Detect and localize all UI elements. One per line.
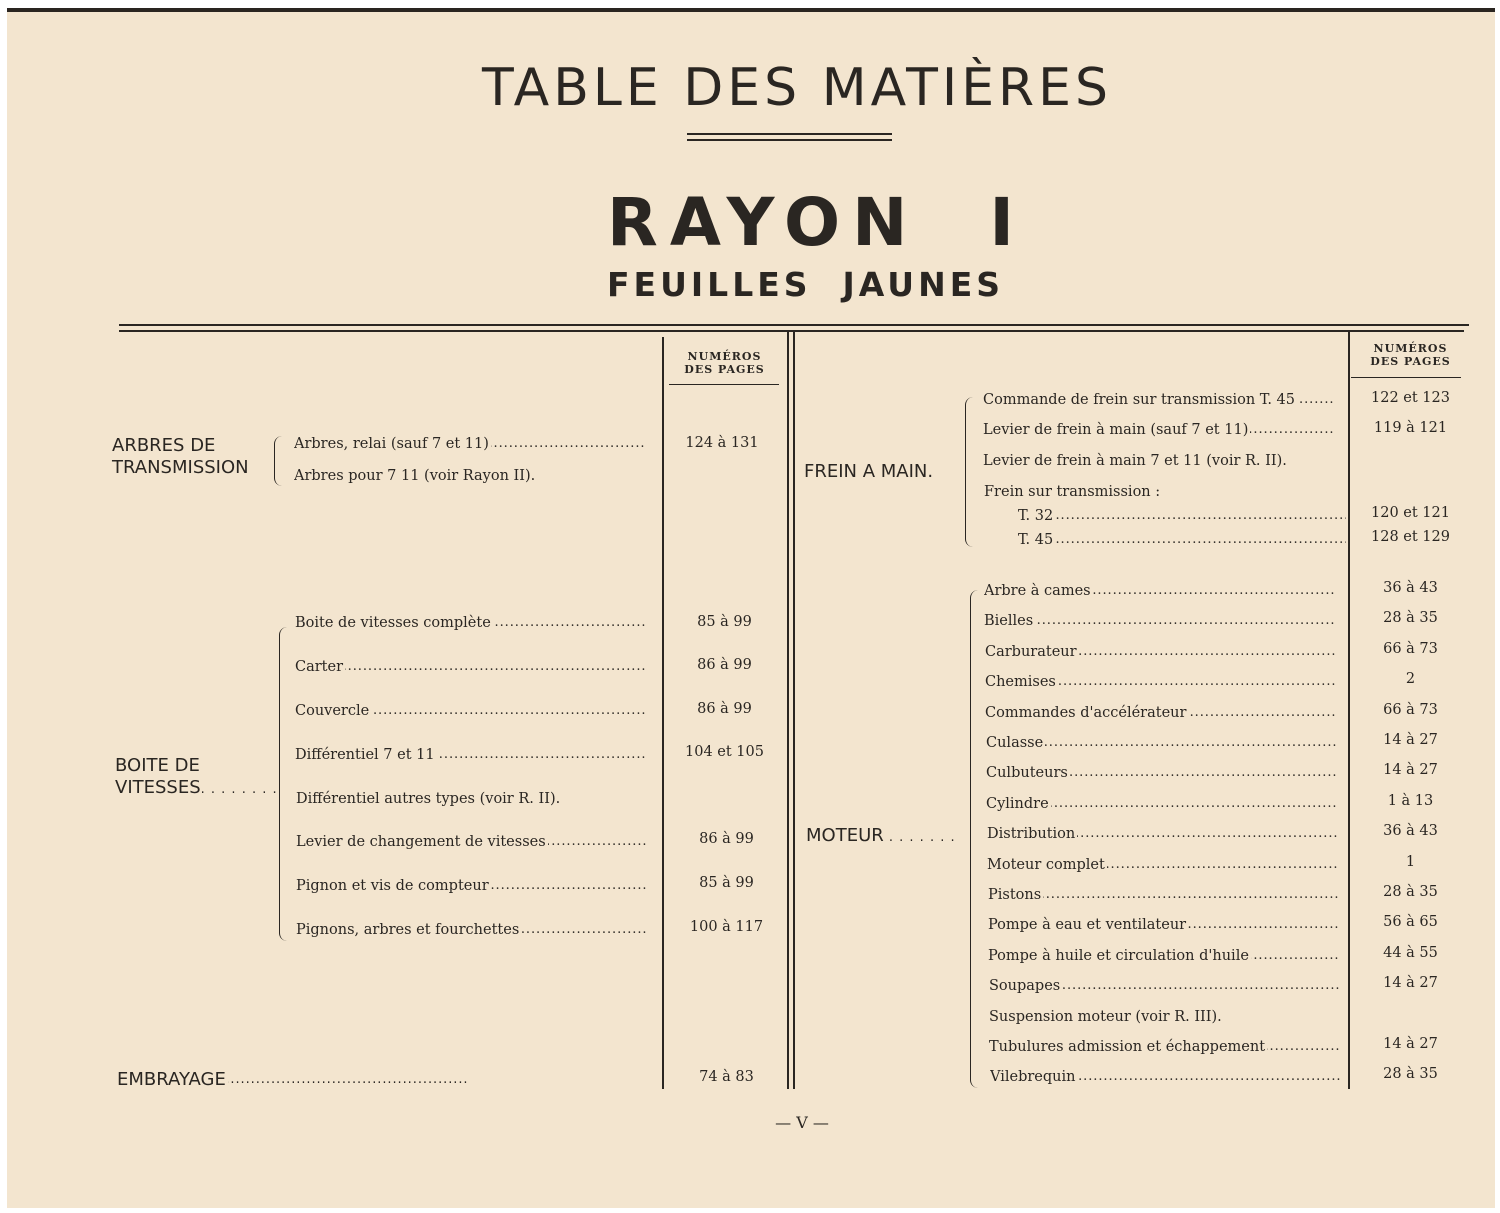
entry-label: Suspension moteur (voir R. III). <box>989 1009 1222 1025</box>
entry-label: Culbuteurs <box>986 765 1068 781</box>
entry-label: T. 45 <box>1018 532 1054 548</box>
toc-entry <box>1018 530 1346 550</box>
toc-entry <box>989 1007 1346 1027</box>
toc-entry <box>294 466 659 486</box>
section-brace <box>279 627 288 941</box>
toc-entry <box>983 390 1345 410</box>
right-column-header-rule <box>1351 377 1461 378</box>
entry-pages: 44 à 55 <box>1383 945 1438 961</box>
toc-entry <box>985 672 1346 692</box>
toc-entry <box>296 876 661 896</box>
document-page <box>7 8 1495 1208</box>
entry-pages: 128 et 129 <box>1371 529 1450 545</box>
entry-label: Tubulures admission et échappement <box>989 1039 1266 1055</box>
toc-entry <box>295 701 660 721</box>
entry-label: Cylindre <box>986 796 1049 812</box>
toc-entry <box>295 657 660 677</box>
column-header-line2: DES PAGES <box>1370 355 1451 368</box>
toc-entry <box>988 946 1346 966</box>
section-title-line2: TRANSMISSION <box>112 457 249 478</box>
entry-pages: 28 à 35 <box>1383 1066 1438 1082</box>
title-underline-bottom <box>687 139 892 141</box>
toc-entry <box>1018 506 1346 526</box>
entry-pages: 104 et 105 <box>685 744 764 760</box>
entry-label: Moteur complet <box>987 857 1105 873</box>
entry-pages: 86 à 99 <box>697 657 752 673</box>
entry-pages: 122 et 123 <box>1371 390 1450 406</box>
toc-entry <box>987 824 1346 844</box>
entry-label: Vilebrequin <box>990 1069 1076 1085</box>
entry-pages: 1 <box>1405 854 1416 870</box>
entry-pages: 85 à 99 <box>699 875 754 891</box>
toc-entry <box>986 763 1346 783</box>
toc-entry <box>984 581 1346 601</box>
toc-entry <box>987 855 1346 875</box>
left-pages-column-rule <box>662 337 664 1089</box>
toc-entry <box>985 642 1346 662</box>
entry-pages: 124 à 131 <box>685 435 759 451</box>
column-header-line2: DES PAGES <box>684 363 765 376</box>
entry-label: Pignons, arbres et fourchettes <box>296 922 520 938</box>
section-brace <box>965 397 974 547</box>
toc-entry <box>984 611 1346 631</box>
left-pages-column-header <box>662 350 787 376</box>
toc-entry <box>294 434 659 454</box>
entry-pages: 2 <box>1405 671 1416 687</box>
table-top-rule-2 <box>119 330 1464 332</box>
toc-entry <box>986 733 1346 753</box>
entry-pages: 36 à 43 <box>1383 823 1438 839</box>
section-boite-de-vitesses <box>115 755 278 801</box>
center-divider-rule-2 <box>793 332 795 1089</box>
section-title-text: VITESSES <box>115 777 201 798</box>
toc-entry <box>983 451 1345 471</box>
page-title: TABLE DES MATIÈRES <box>481 58 1113 118</box>
entry-label: Boite de vitesses complète <box>295 615 491 631</box>
entry-pages: 56 à 65 <box>1383 914 1438 930</box>
toc-entry <box>988 915 1346 935</box>
right-pages-column-rule <box>1348 330 1350 1089</box>
entry-label: Différentiel 7 et 11 <box>295 747 435 763</box>
entry-label: Carburateur <box>985 644 1077 660</box>
entry-label: Distribution <box>987 826 1076 842</box>
toc-entry <box>295 745 660 765</box>
toc-entry <box>989 976 1346 996</box>
entry-label: Levier de changement de vitesses <box>296 834 546 850</box>
entry-pages: 28 à 35 <box>1383 610 1438 626</box>
section-title: MOTEUR <box>806 825 884 846</box>
rayon-subtitle: FEUILLES JAUNES <box>607 265 1005 304</box>
entry-label: Culasse <box>986 735 1044 751</box>
entry-label: Soupapes <box>989 978 1061 994</box>
section-moteur <box>806 825 956 849</box>
entry-label: Arbres, relai (sauf 7 et 11) <box>294 436 489 452</box>
entry-pages: 1 à 13 <box>1387 793 1434 809</box>
toc-entry <box>983 420 1345 440</box>
entry-pages: 36 à 43 <box>1383 580 1438 596</box>
center-divider-rule-1 <box>787 332 789 1089</box>
entry-pages: 86 à 99 <box>699 831 754 847</box>
entry-pages: 74 à 83 <box>699 1069 754 1085</box>
toc-entry <box>985 703 1346 723</box>
toc-entry <box>986 794 1346 814</box>
entry-pages: 86 à 99 <box>697 701 752 717</box>
entry-label: Chemises <box>985 674 1056 690</box>
entry-label: Couvercle <box>295 703 370 719</box>
entry-label: Pompe à huile et circulation d'huile <box>988 948 1249 964</box>
entry-label: Pompe à eau et ventilateur <box>988 917 1187 933</box>
section-title-line1: ARBRES DE <box>112 435 216 456</box>
right-pages-column-header <box>1348 342 1473 368</box>
entry-pages: 14 à 27 <box>1383 1036 1438 1052</box>
toc-entry <box>296 920 661 940</box>
entry-label: Arbre à cames <box>984 583 1091 599</box>
entry-pages: 14 à 27 <box>1383 975 1438 991</box>
toc-entry <box>988 885 1346 905</box>
column-header-line1: NUMÉROS <box>1373 342 1448 355</box>
entry-pages: 66 à 73 <box>1383 641 1438 657</box>
entry-pages: 119 à 121 <box>1373 420 1448 436</box>
entry-pages: 120 et 121 <box>1371 505 1450 521</box>
entry-label: T. 32 <box>1018 508 1054 524</box>
entry-pages: 66 à 73 <box>1383 702 1438 718</box>
section-brace <box>274 436 283 486</box>
entry-label: Commandes d'accélérateur <box>985 705 1187 721</box>
section-title: EMBRAYAGE <box>117 1069 226 1090</box>
section-arbres-de-transmission <box>112 435 249 479</box>
dot-leader: . . . . . . . . <box>200 782 278 797</box>
left-column-header-rule <box>669 384 779 385</box>
toc-entry <box>296 789 661 809</box>
toc-entry <box>295 613 660 633</box>
toc-entry <box>296 832 661 852</box>
page-number: — V — <box>775 1113 829 1132</box>
entry-pages: 85 à 99 <box>697 614 752 630</box>
section-frein-a-main: FREIN A MAIN. <box>804 461 934 482</box>
rayon-heading: RAYON I <box>607 184 1026 261</box>
table-top-rule-1 <box>119 324 1469 326</box>
column-header-line1: NUMÉROS <box>687 350 762 363</box>
entry-label: Pistons <box>988 887 1042 903</box>
entry-label: Arbres pour 7 11 (voir Rayon II). <box>294 468 536 484</box>
entry-label: Commande de frein sur transmission T. 45 <box>983 392 1296 408</box>
toc-entry <box>990 1067 1346 1087</box>
entry-pages: 14 à 27 <box>1383 762 1438 778</box>
entry-label: Différentiel autres types (voir R. II). <box>296 791 561 807</box>
toc-entry <box>989 1037 1346 1057</box>
entry-pages: 14 à 27 <box>1383 732 1438 748</box>
entry-label: Levier de frein à main 7 et 11 (voir R. II). <box>983 453 1287 469</box>
section-title-line2 <box>115 777 278 801</box>
section-embrayage <box>117 1068 665 1092</box>
entry-label: Bielles <box>984 613 1034 629</box>
entry-pages: 28 à 35 <box>1383 884 1438 900</box>
section-title-line1: BOITE DE <box>115 755 200 776</box>
entry-label: Carter <box>295 659 344 675</box>
entry-label: Levier de frein à main (sauf 7 et 11) <box>983 422 1249 438</box>
dot-leader: . . . . . . . <box>883 830 956 845</box>
entry-pages: 100 à 117 <box>689 919 764 935</box>
title-underline-top <box>687 133 892 135</box>
toc-entry <box>984 482 1346 502</box>
entry-label: Pignon et vis de compteur <box>296 878 489 894</box>
section-brace <box>970 590 979 1088</box>
entry-label: Frein sur transmission : <box>984 484 1161 500</box>
